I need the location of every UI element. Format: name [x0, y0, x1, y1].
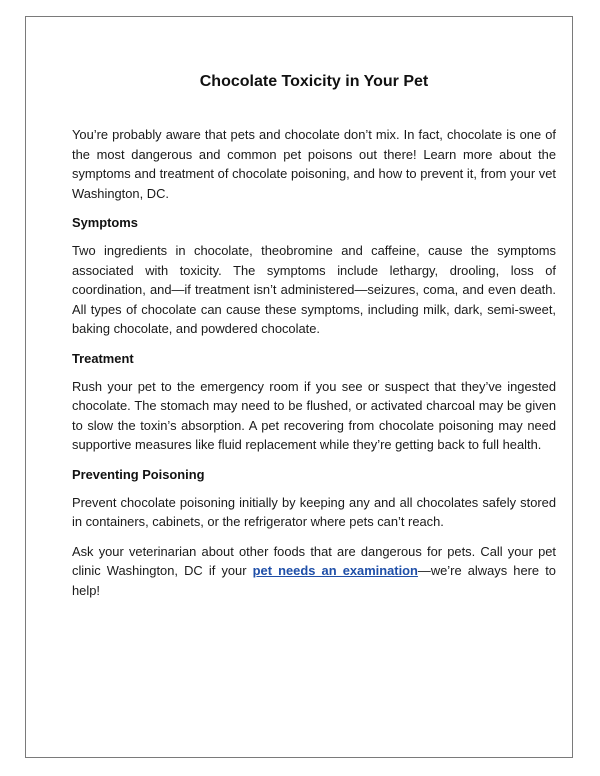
- treatment-heading: Treatment: [72, 350, 134, 366]
- symptoms-heading: Symptoms: [72, 215, 138, 231]
- treatment-paragraph: Rush your pet to the emergency room if you see or suspect that they’ve ingested chocolate. The stomach may need to be flushed, or activated charcoal may be given to slow the toxin’s absorption. A pet recovering from chocolate poisoning may need supportive measures like fluid replacement while they’re getting back to full health.: [72, 378, 556, 453]
- closing-paragraph: [72, 542, 556, 601]
- closing-text-after-link: —we’re always here to help!: [72, 563, 556, 598]
- document-content: [72, 72, 556, 610]
- prevention-heading: Preventing Poisoning: [72, 466, 205, 482]
- intro-paragraph: You’re probably aware that pets and chocolate don’t mix. In fact, chocolate is one of the most dangerous and common pet poisons out there! Learn more about the symptoms and treatment of chocolate poisoning, and how to prevent it, from your vet Washington, DC.: [72, 127, 556, 201]
- page-title: Chocolate Toxicity in Your Pet: [199, 73, 429, 90]
- pet-examination-link[interactable]: pet needs an examination: [252, 563, 418, 579]
- symptoms-paragraph: Two ingredients in chocolate, theobromine and caffeine, cause the symptoms associated with toxicity. The symptoms include lethargy, drooling, loss of coordination, and—if treatment isn’t administered—seizures, coma, and even death. All types of chocolate can cause these symptoms, including milk, dark, semi-sweet, baking chocolate, and powdered chocolate.: [72, 242, 556, 337]
- closing-text-before-link: Ask your veterinarian about other foods that are dangerous for pets. Call your pet clinic Washington, DC if your: [72, 543, 556, 579]
- prevention-paragraph: Prevent chocolate poisoning initially by keeping any and all chocolates safely stored in containers, cabinets, or the refrigerator where pets can’t reach.: [72, 494, 556, 530]
- document-page: [25, 16, 573, 758]
